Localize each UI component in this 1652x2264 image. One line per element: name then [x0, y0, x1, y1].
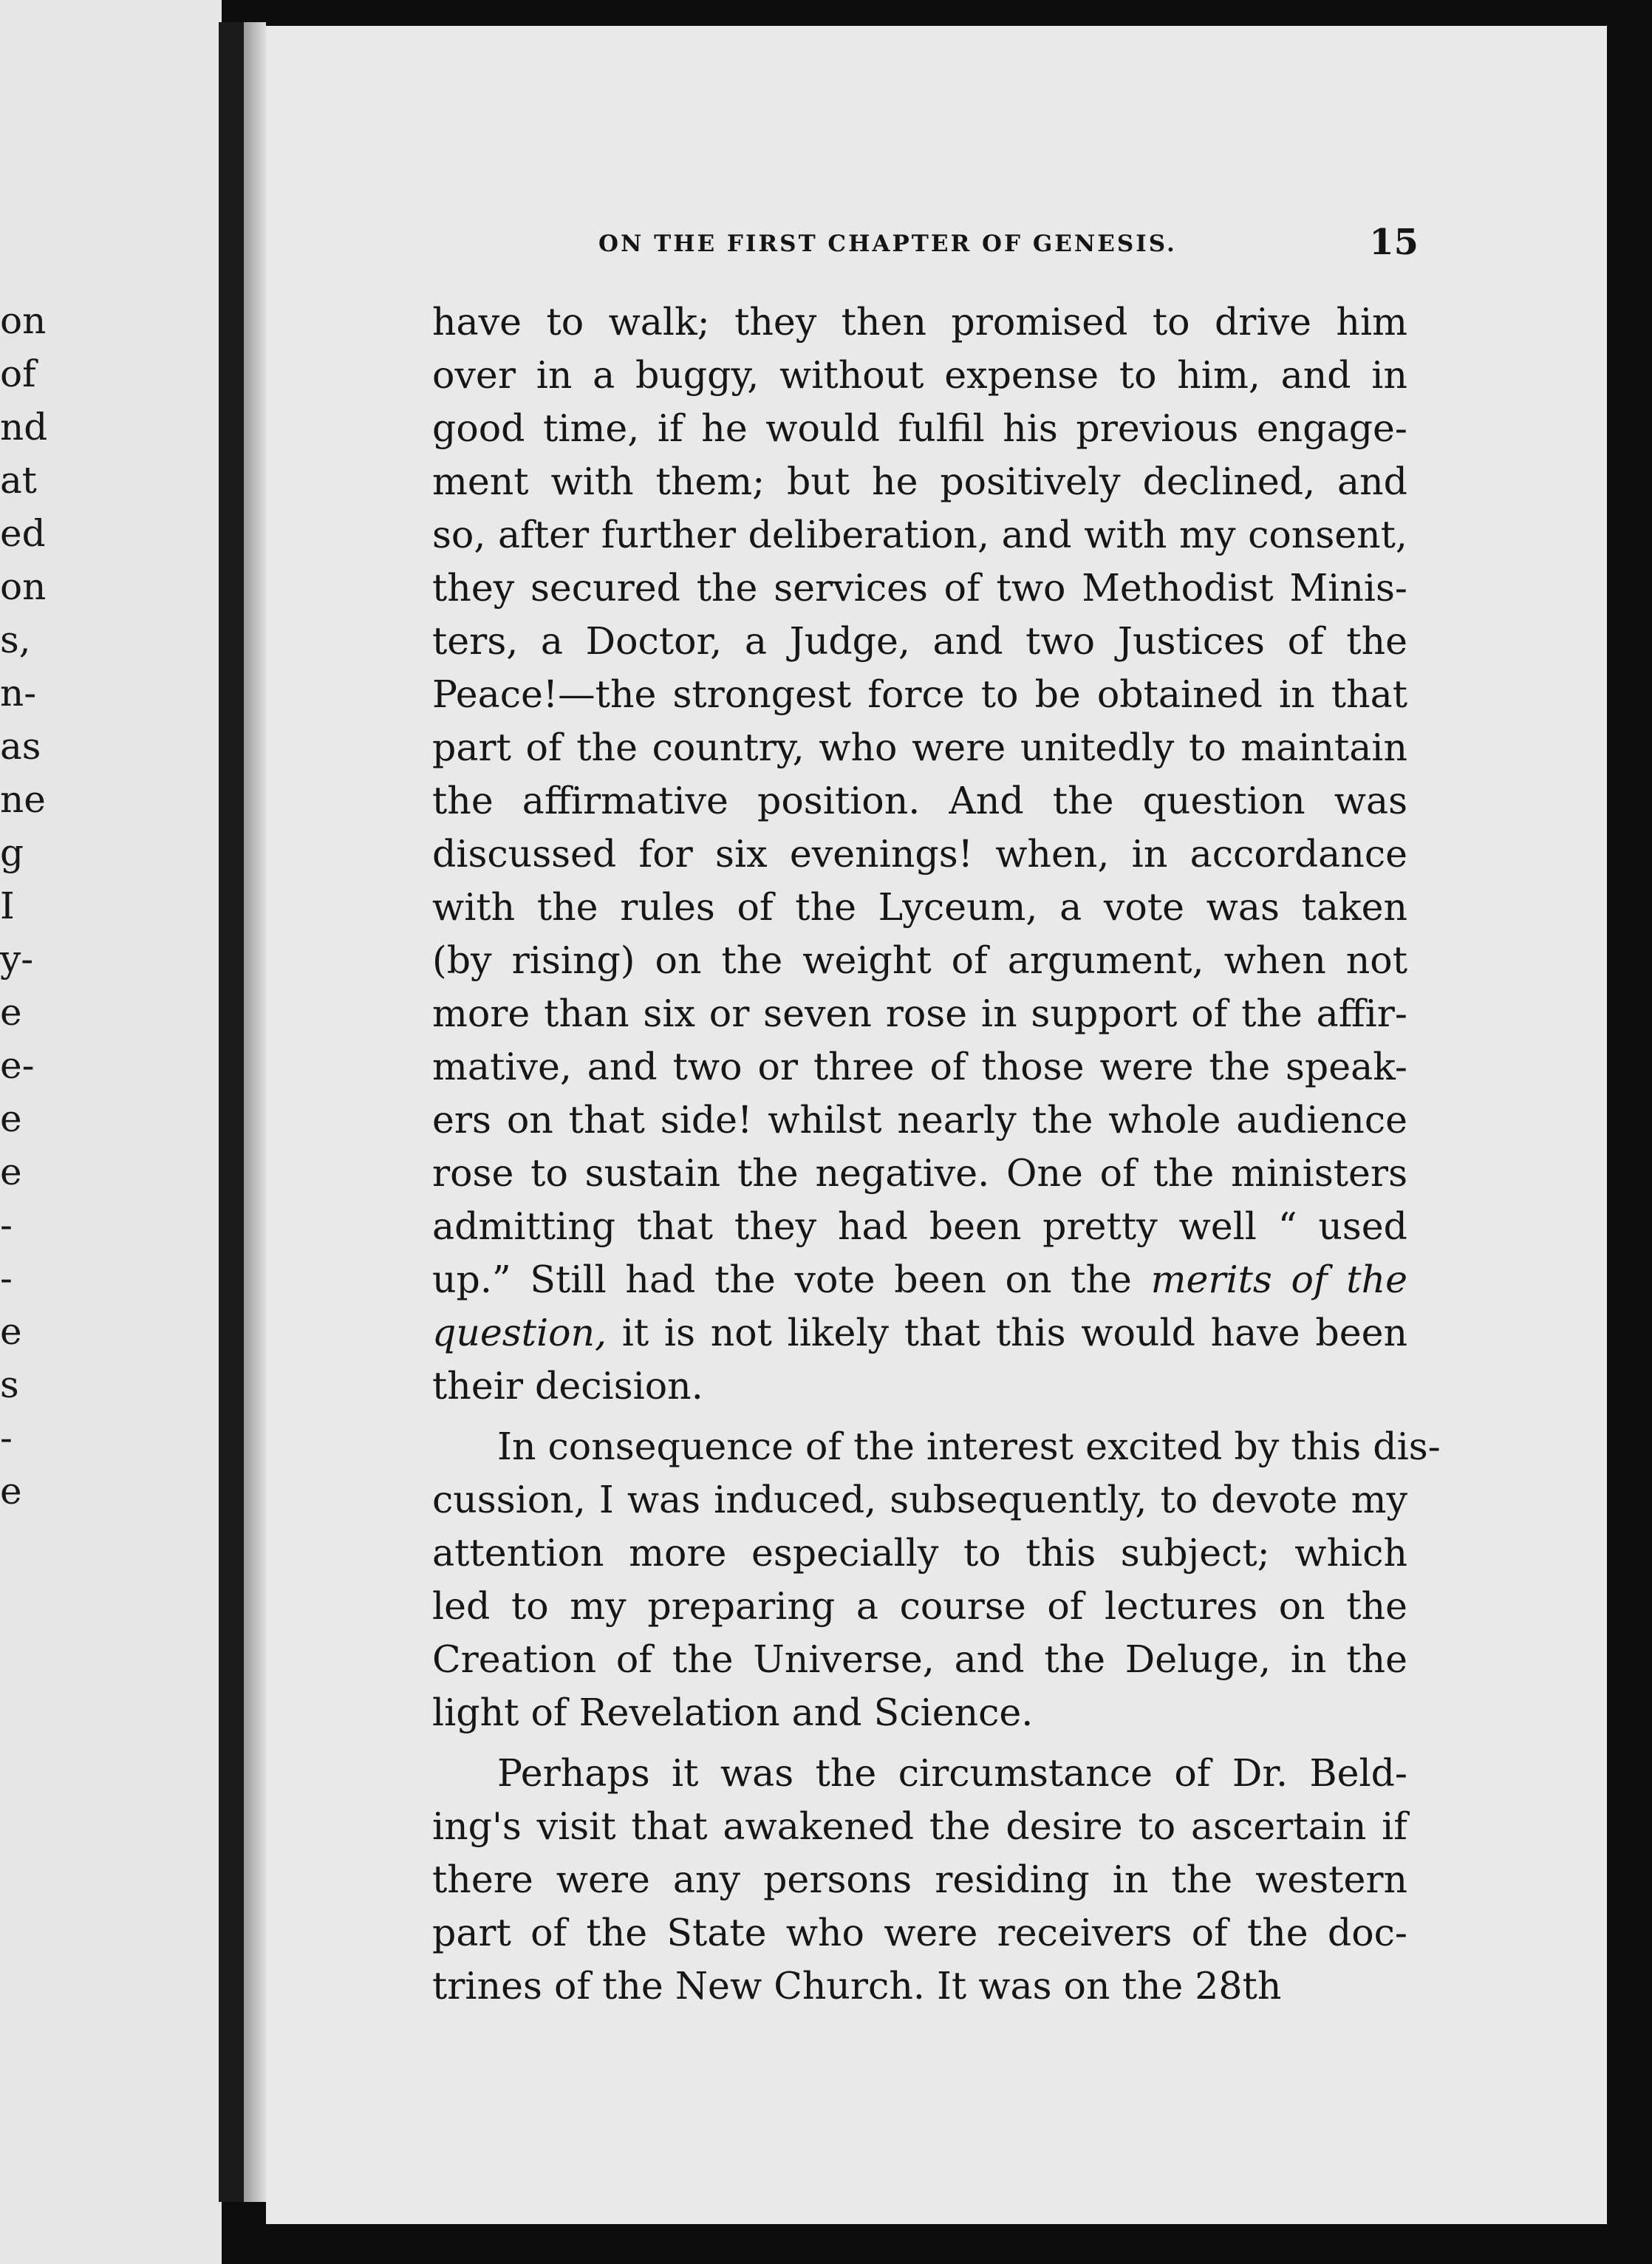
text-line: (by rising) on the weight of argument, when not [432, 938, 1407, 982]
text-line: Peace!—the strongest force to be obtained in that [432, 672, 1407, 716]
text-line: attention more especially to this subject; which [432, 1531, 1407, 1575]
previous-page-fragment: e [0, 1150, 22, 1193]
paragraph [432, 1747, 1407, 2013]
previous-page-fragment: e [0, 1470, 22, 1513]
previous-page-fragment: e [0, 991, 22, 1034]
previous-page-fragment: - [0, 1257, 13, 1300]
previous-page-fragment: ed [0, 512, 46, 555]
previous-page-fragment: s [0, 1363, 19, 1406]
running-head-title: ON THE FIRST CHAPTER OF GENESIS. [598, 231, 1177, 257]
text-line: admitting that they had been pretty well “ used [432, 1204, 1407, 1248]
text-line: trines of the New Church. It was on the 28th [432, 1964, 1282, 2008]
text-line: ers on that side! whilst nearly the whole audience [432, 1098, 1407, 1142]
page-number: 15 [1369, 222, 1419, 263]
text-line: part of the country, who were unitedly to maintain [432, 726, 1407, 769]
previous-page-fragment: ne [0, 778, 46, 821]
book-binding-gutter [219, 22, 244, 2202]
text-line: Creation of the Universe, and the Deluge, in the [432, 1637, 1407, 1681]
text-line: part of the State who were receivers of the doc- [432, 1911, 1407, 1954]
running-head [598, 222, 1419, 266]
previous-page-fragment: - [0, 1204, 13, 1247]
text-line: ters, a Doctor, a Judge, and two Justices of the [432, 619, 1407, 663]
gutter-shadow [244, 22, 266, 2202]
previous-page-fragment: at [0, 459, 37, 502]
text-line: Perhaps it was the circumstance of Dr. Beld- [497, 1751, 1407, 1795]
text-line: with the rules of the Lyceum, a vote was taken [432, 885, 1407, 929]
text-line: In consequence of the interest excited by this dis- [497, 1425, 1441, 1468]
previous-page-fragment: nd [0, 406, 48, 449]
previous-page-fragment: - [0, 1416, 13, 1459]
text-line: over in a buggy, without expense to him, and in [432, 353, 1407, 397]
previous-page-fragment: s, [0, 618, 31, 661]
previous-page-fragment: e- [0, 1044, 35, 1087]
previous-page-edge [0, 0, 222, 2264]
previous-page-fragment: as [0, 725, 41, 768]
paragraph [432, 296, 1407, 1413]
text-line: more than six or seven rose in support of the affir- [432, 992, 1407, 1035]
text-line: discussed for six evenings! when, in accordance [432, 832, 1407, 876]
text-line: they secured the services of two Methodist Minis- [432, 566, 1407, 610]
text-line: have to walk; they then promised to drive him [432, 300, 1407, 344]
text-line: mative, and two or three of those were the speak- [432, 1045, 1407, 1088]
text-line: ing's visit that awakened the desire to ascertain if [432, 1804, 1407, 1848]
page-body-text [432, 296, 1441, 2013]
previous-page-fragment: n- [0, 672, 37, 715]
previous-page-fragment: on [0, 299, 47, 342]
text-line: their decision. [432, 1364, 703, 1408]
previous-page-line-endings [0, 294, 47, 1518]
text-line: cussion, I was induced, subsequently, to devote my [432, 1478, 1407, 1521]
text-line: question, it is not likely that this would have been [432, 1311, 1407, 1354]
text-line: the affirmative position. And the question was [432, 779, 1407, 822]
text-line: so, after further deliberation, and with my consent, [432, 513, 1407, 556]
previous-page-fragment: e [0, 1097, 22, 1140]
previous-page-fragment: on [0, 565, 47, 608]
text-line: up.” Still had the vote been on the merits of the [432, 1258, 1407, 1301]
text-line: light of Revelation and Science. [432, 1691, 1034, 1734]
previous-page-fragment: y- [0, 938, 34, 981]
previous-page-fragment: e [0, 1310, 22, 1353]
paragraph [432, 1420, 1441, 1739]
previous-page-fragment: g [0, 831, 24, 874]
text-line: led to my preparing a course of lectures on the [432, 1584, 1407, 1628]
previous-page-fragment: I [0, 884, 15, 927]
text-line: there were any persons residing in the western [432, 1858, 1407, 1901]
text-line: rose to sustain the negative. One of the ministers [432, 1151, 1407, 1195]
previous-page-fragment: of [0, 352, 36, 395]
text-line: ment with them; but he positively declined, and [432, 460, 1407, 503]
text-line: good time, if he would fulfil his previous engage- [432, 406, 1407, 450]
